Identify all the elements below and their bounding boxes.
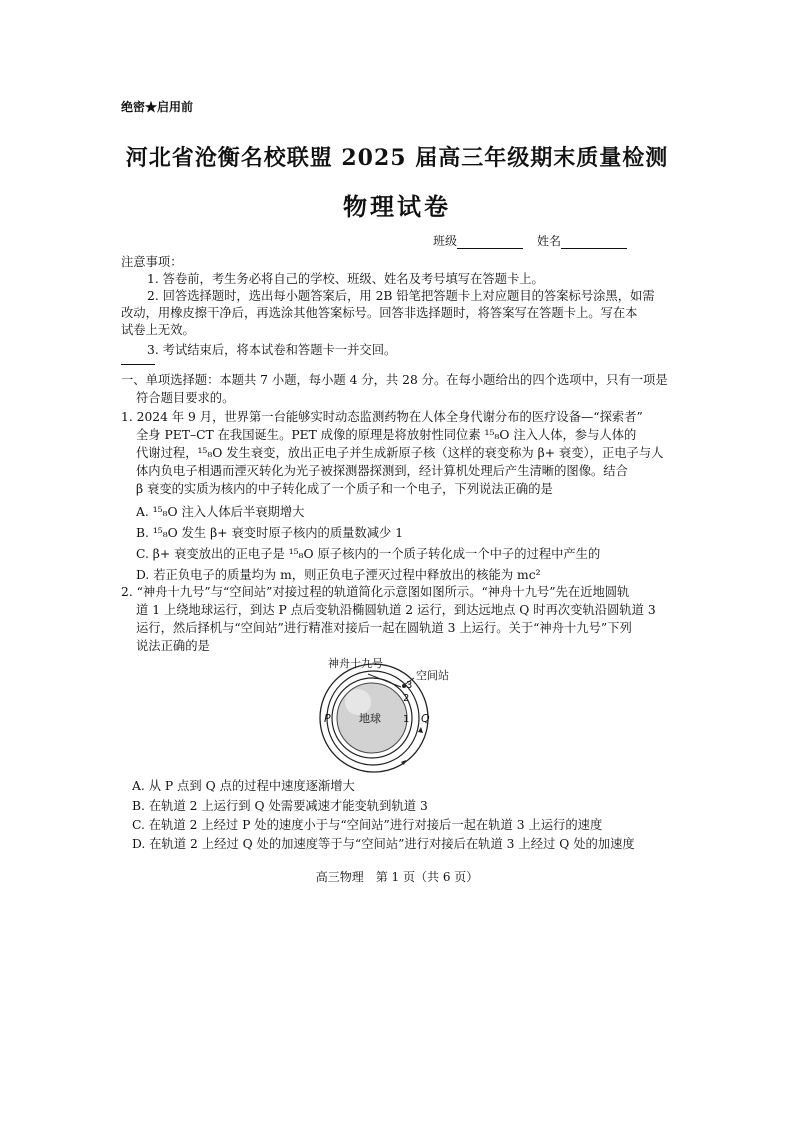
- divider: [121, 364, 155, 365]
- section-heading-line-2: 符合题目要求的。: [136, 391, 235, 405]
- q2-option-c: C. 在轨道 2 上经过 P 处的速度小于与“空间站”进行对接后一起在轨道 3 上运行的速度: [132, 818, 603, 832]
- label-station: 空间站: [416, 669, 449, 682]
- q1-option-a: A. ¹⁵₈O 注入人体后半衰期增大: [136, 505, 305, 519]
- note-item-2-line-3: 试卷上无效。: [121, 323, 195, 337]
- q1-stem-line-1: 1. 2024 年 9 月，世界第一台能够实时动态监测药物在人体全身代谢分布的医疗设备—“探索者”: [121, 410, 643, 424]
- q1-stem-line-4: 体内负电子相遇而湮灭转化为光子被探测器探测到，经计算机处理后产生清晰的图像。结合: [136, 464, 628, 478]
- exam-subtitle: 物理试卷: [343, 192, 451, 221]
- note-item-2-line-1: 2. 回答选择题时，选出每小题答案后，用 2B 铅笔把答题卡上对应题目的答案标号涂黑，如需: [147, 289, 655, 303]
- q2-option-a: A. 从 P 点到 Q 点的过程中速度逐渐增大: [132, 779, 355, 793]
- q1-stem-line-5: β 衰变的实质为核内的中子转化成了一个质子和一个电子，下列说法正确的是: [136, 482, 553, 496]
- name-blank: [561, 236, 627, 249]
- exam-title: 河北省沧衡名校联盟 2025 届高三年级期末质量检测: [125, 145, 669, 171]
- q2-option-d: D. 在轨道 2 上经过 Q 处的加速度等于与“空间站”进行对接后在轨道 3 上经过 Q 处的加速度: [132, 837, 635, 851]
- page-footer: 高三物理 第 1 页（共 6 页）: [315, 870, 479, 884]
- class-label: 班级: [433, 234, 458, 248]
- q1-option-b: B. ¹⁵₈O 发生 β+ 衰变时原子核内的质量数减少 1: [136, 526, 404, 540]
- q2-stem-line-4: 说法正确的是: [136, 639, 210, 653]
- label-q: Q: [421, 712, 430, 725]
- q2-stem-line-3: 运行，然后择机与“空间站”进行精准对接后一起在圆轨道 3 上运行。关于“神舟十九号”下列: [136, 621, 632, 635]
- note-item-1: 1. 答卷前，考生务必将自己的学校、班级、姓名及考号填写在答题卡上。: [147, 272, 544, 286]
- label-orbit-2: 2: [403, 693, 410, 704]
- orbit-direction-arrow: [418, 727, 423, 733]
- label-shenzhou: 神舟十九号: [328, 657, 383, 670]
- confidential-mark: 绝密★启用前: [121, 100, 194, 114]
- q2-option-b: B. 在轨道 2 上运行到 Q 处需要减速才能变轨到轨道 3: [132, 799, 428, 813]
- orbit-diagram: [300, 652, 480, 774]
- note-item-3: 3. 考试结束后，将本试卷和答题卡一并交回。: [147, 343, 397, 357]
- q1-stem-line-2: 全身 PET–CT 在我国诞生。PET 成像的原理是将放射性同位素 ¹⁵₈O 注入人体，参与人体的: [136, 428, 637, 442]
- section-heading-line-1: 一、单项选择题：本题共 7 小题，每小题 4 分，共 28 分。在每小题给出的四个选项中，只有一项是: [121, 373, 668, 387]
- q1-option-d: D. 若正负电子的质量均为 m，则正负电子湮灭过程中释放出的核能为 mc²: [136, 568, 541, 582]
- label-p: P: [324, 712, 331, 725]
- label-earth: 地球: [359, 712, 381, 725]
- q1-option-c: C. β+ 衰变放出的正电子是 ¹⁵₈O 原子核内的一个质子转化成一个中子的过程中产生的: [136, 547, 601, 561]
- name-label: 姓名: [537, 234, 562, 248]
- notes-heading: 注意事项：: [121, 255, 183, 269]
- q2-stem-line-1: 2. “神舟十九号”与“空间站”对接过程的轨道简化示意图如图所示。“神舟十九号”先在近地圆轨: [121, 585, 630, 599]
- label-orbit-3: 3: [406, 680, 413, 691]
- q1-stem-line-3: 代谢过程，¹⁵₈O 发生衰变，放出正电子并生成新原子核（这样的衰变称为 β+ 衰变），正电子与人: [136, 446, 664, 460]
- class-blank: [457, 236, 523, 249]
- q2-stem-line-2: 道 1 上绕地球运行，到达 P 点后变轨沿椭圆轨道 2 运行，到达远地点 Q 时再次变轨沿圆轨道 3: [136, 603, 656, 617]
- label-orbit-1: 1: [403, 714, 410, 725]
- note-item-2-line-2: 改动，用橡皮擦干净后，再选涂其他答案标号。回答非选择题时，将答案写在答题卡上。写在本: [121, 306, 638, 320]
- student-info-fields: [433, 232, 627, 249]
